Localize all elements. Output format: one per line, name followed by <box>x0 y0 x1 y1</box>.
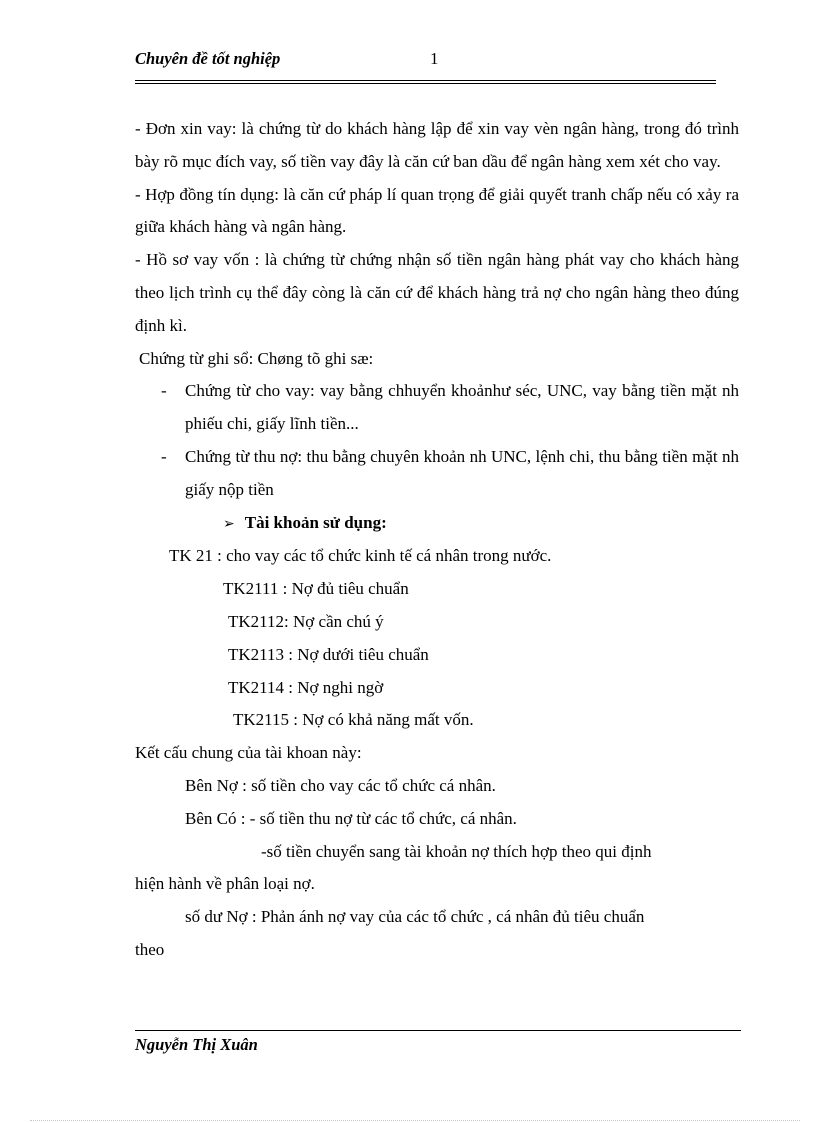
footer-rule <box>135 1030 741 1031</box>
bullet-text: Chứng từ cho vay: vay bằng chhuyển khoảnhư séc, UNC, vay bằng tiền mặt nh phiếu chi, giấy lĩnh tiền... <box>185 381 739 434</box>
account-tk2113: TK2113 : Nợ dưới tiêu chuẩn <box>228 644 429 664</box>
bullet-dash: - <box>161 446 167 466</box>
document-body <box>135 113 739 967</box>
bullet-item <box>135 441 739 507</box>
credit-side: Bên Có : - số tiền thu nợ từ các tổ chức, cá nhân. <box>185 808 517 828</box>
page-bottom-dotted-border <box>30 1120 800 1121</box>
account-tk2115: TK2115 : Nợ có khả năng mất vốn. <box>233 710 474 730</box>
credit-side-transfer-cont: hiện hành về phân loại nợ. <box>135 874 315 894</box>
paragraph-loan-application: - Đơn xin vay: là chứng từ do khách hàng lập để xin vay vèn ngân hàng, trong đó trình bày rõ mục đích vay, số tiền vay đây là căn cứ ban dầu để ngân hàng xem xét cho vay. <box>135 119 739 171</box>
header-double-rule <box>135 80 716 84</box>
arrow-bullet-icon: ➢ <box>223 515 235 532</box>
account-tk2111: TK2111 : Nợ đủ tiêu chuẩn <box>223 579 409 599</box>
account-tk21: TK 21 : cho vay các tổ chức kinh tế cá nhân trong nước. <box>169 546 552 566</box>
header-title: Chuyên đề tốt nghiệp <box>135 49 281 68</box>
bullet-item <box>135 375 739 441</box>
section-heading <box>135 507 739 541</box>
page-number: 1 <box>430 49 439 68</box>
paragraph-loan-file: - Hồ sơ vay vốn : là chứng từ chứng nhận số tiền ngân hàng phát vay cho khách hàng theo lịch trình cụ thể đây còng là căn cứ để khách hàng trả nợ cho ngân hàng theo đúng định kì. <box>135 250 739 335</box>
paragraph-vouchers: Chứng từ ghi sổ: Chøng tõ ghi sæ: <box>139 348 374 368</box>
bullet-text: Chứng từ thu nợ: thu bằng chuyên khoản nh UNC, lệnh chi, thu bằng tiền mặt nh giấy nộp tiền <box>185 446 739 499</box>
account-tk2114: TK2114 : Nợ nghi ngờ <box>228 677 384 697</box>
account-tk2112: TK2112: Nợ cần chú ý <box>228 611 384 631</box>
bullet-dash: - <box>161 381 167 401</box>
credit-side-transfer: -số tiền chuyển sang tài khoản nợ thích hợp theo qui định <box>261 841 652 861</box>
debit-balance-cont: theo <box>135 939 165 959</box>
paragraph-credit-contract: - Hợp đồng tín dụng: là căn cứ pháp lí quan trọng để giải quyết tranh chấp nếu có xảy ra giữa khách hàng và ngân hàng. <box>135 184 739 237</box>
structure-intro: Kết cấu chung của tài khoan này: <box>135 743 362 763</box>
footer-author: Nguyễn Thị Xuân <box>135 1035 258 1054</box>
section-heading-text: Tài khoản sử dụng: <box>244 512 387 532</box>
debit-side: Bên Nợ : số tiền cho vay các tổ chức cá nhân. <box>185 775 496 795</box>
debit-balance: số dư Nợ : Phản ánh nợ vay của các tổ chức , cá nhân đủ tiêu chuẩn <box>185 907 645 927</box>
